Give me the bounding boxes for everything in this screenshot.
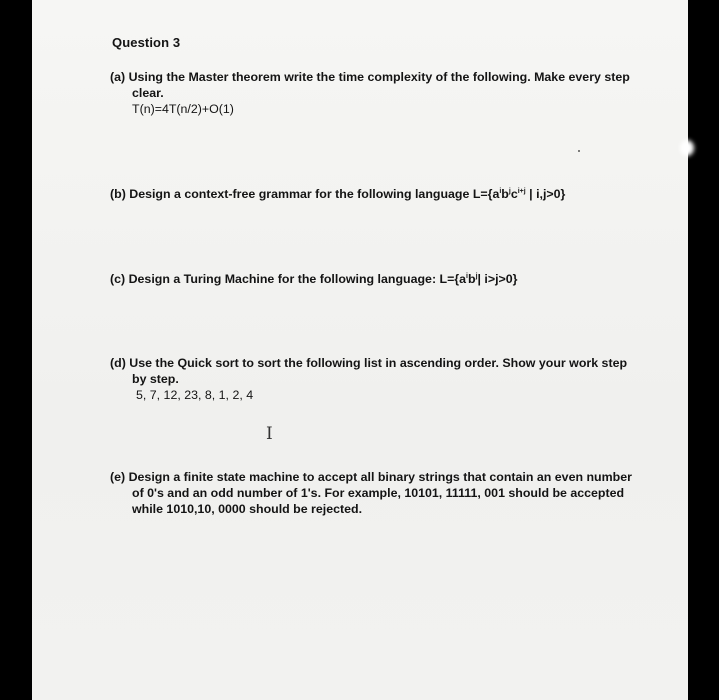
part-b [110,186,640,202]
part-b-b: b [501,187,509,201]
part-b-suffix: | i,j>0} [525,187,566,201]
part-b-exp-j: j [508,188,511,195]
part-c-exp-j: j [475,273,478,280]
part-b-c: c [510,187,518,201]
speck [578,150,580,152]
part-a-line1: (a) Using the Master theorem write the time complexity of the following. Make every step [110,70,630,84]
page-glare [680,140,694,156]
part-b-line [110,186,640,202]
part-d-line1: (d) Use the Quick sort to sort the following list in ascending order. Show your work step [110,356,628,370]
text-cursor-icon: I [266,424,273,444]
part-a-formula: T(n)=4T(n/2)+O(1) [132,102,234,116]
part-d-line2: by step. [132,372,179,386]
part-d-list: 5, 7, 12, 23, 8, 1, 2, 4 [136,388,254,402]
part-e-line1: (e) Design a finite state machine to accept all binary strings that contain an even number [110,470,632,484]
part-c [110,271,640,287]
part-c-line [110,271,640,287]
question-title: Question 3 [112,35,181,50]
part-d [110,355,640,403]
part-a [110,69,640,117]
part-a-line2: clear. [132,86,164,100]
part-e-line3: while 1010,10, 0000 should be rejected. [132,502,363,516]
part-e [110,469,640,517]
part-b-exp-i: i [499,188,502,195]
part-c-b: b [467,272,476,286]
part-e-line2: of 0's and an odd number of 1's. For example, 10101, 11111, 001 should be accepted [132,486,625,500]
part-c-exp-i: i [466,273,468,280]
part-c-suffix: | i>j>0} [477,272,518,286]
part-b-exp-ij: i+j [517,188,526,195]
document-page [32,0,688,700]
part-b-prefix: (b) Design a context-free grammar for the following language L={a [110,187,500,201]
part-c-prefix: (c) Design a Turing Machine for the following language: L={a [110,272,467,286]
